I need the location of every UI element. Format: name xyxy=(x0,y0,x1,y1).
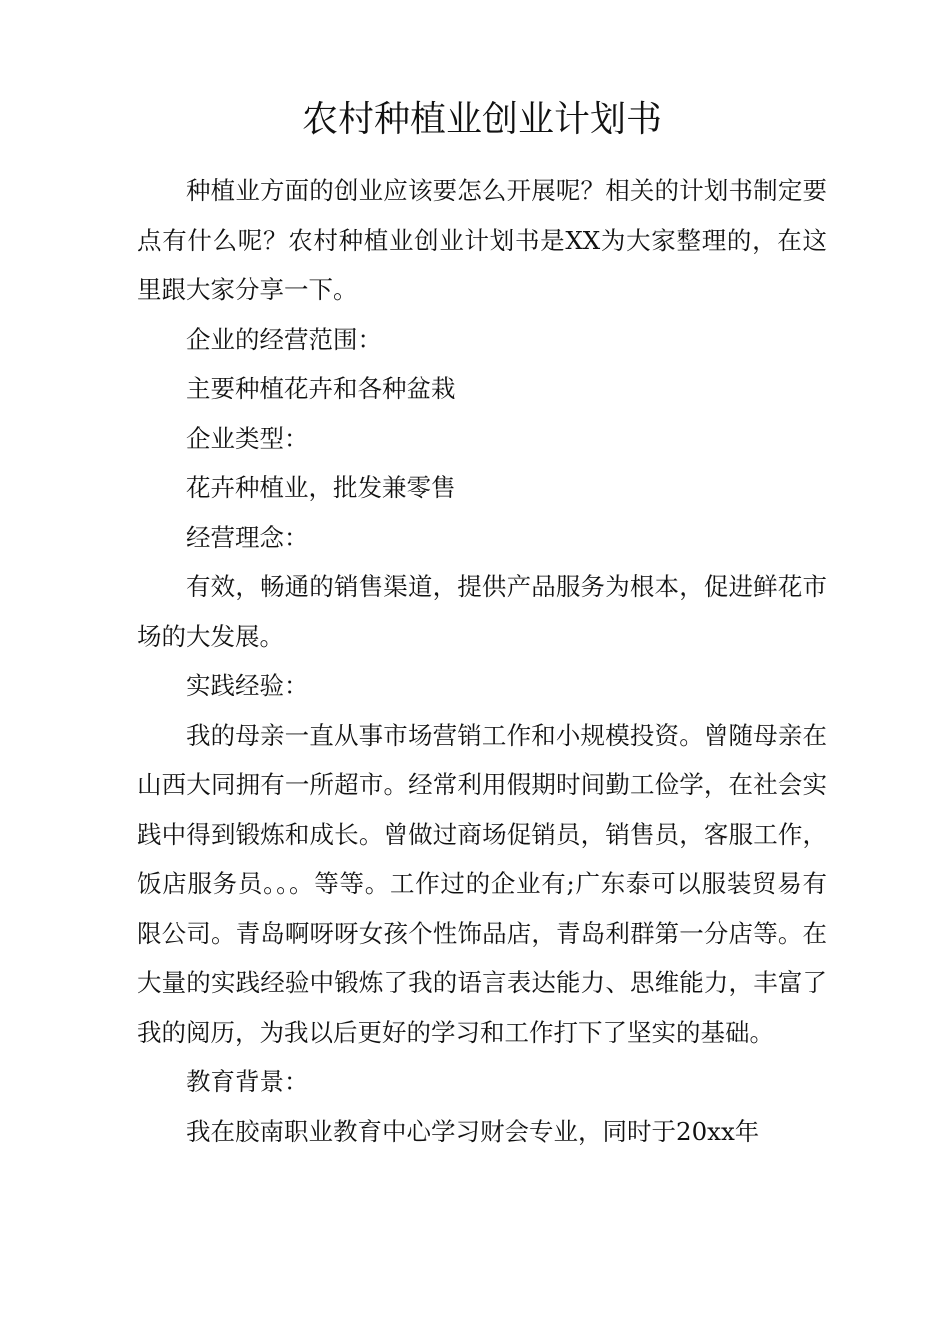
document-body xyxy=(137,166,827,1156)
paragraph-intro: 种植业方面的创业应该要怎么开展呢？相关的计划书制定要点有什么呢？农村种植业创业计划书是XX为大家整理的，在这里跟大家分享一下。 xyxy=(137,176,827,304)
paragraph-scope: 主要种植花卉和各种盆栽 xyxy=(186,374,456,403)
paragraph-experience: 我的母亲一直从事市场营销工作和小规模投资。曾随母亲在山西大同拥有一所超市。经常利用假期时间勤工俭学，在社会实践中得到锻炼和成长。曾做过商场促销员，销售员，客服工作，饭店服务员。。。等等。工作过的企业有;广东泰可以服装贸易有限公司。青岛啊呀呀女孩个性饰品店，青岛利群第一分店等。在大量的实践经验中锻炼了我的语言表达能力、思维能力，丰富了我的阅历，为我以后更好的学习和工作打下了坚实的基础。 xyxy=(137,720,827,1047)
document-title: 农村种植业创业计划书 xyxy=(301,99,662,140)
paragraph-type: 花卉种植业，批发兼零售 xyxy=(186,473,456,502)
paragraph-education-heading: 教育背景： xyxy=(186,1067,309,1096)
paragraph-type-heading: 企业类型： xyxy=(186,423,309,453)
paragraph-scope-heading: 企业的经营范围： xyxy=(186,324,382,354)
paragraph-education: 我在胶南职业教育中心学习财会专业，同时于20xx年 xyxy=(186,1116,760,1146)
paragraph-philosophy-heading: 经营理念： xyxy=(186,522,309,552)
paragraph-philosophy: 有效，畅通的销售渠道，提供产品服务为根本，促进鲜花市场的大发展。 xyxy=(137,572,827,651)
paragraph-experience-heading: 实践经验： xyxy=(186,671,309,700)
